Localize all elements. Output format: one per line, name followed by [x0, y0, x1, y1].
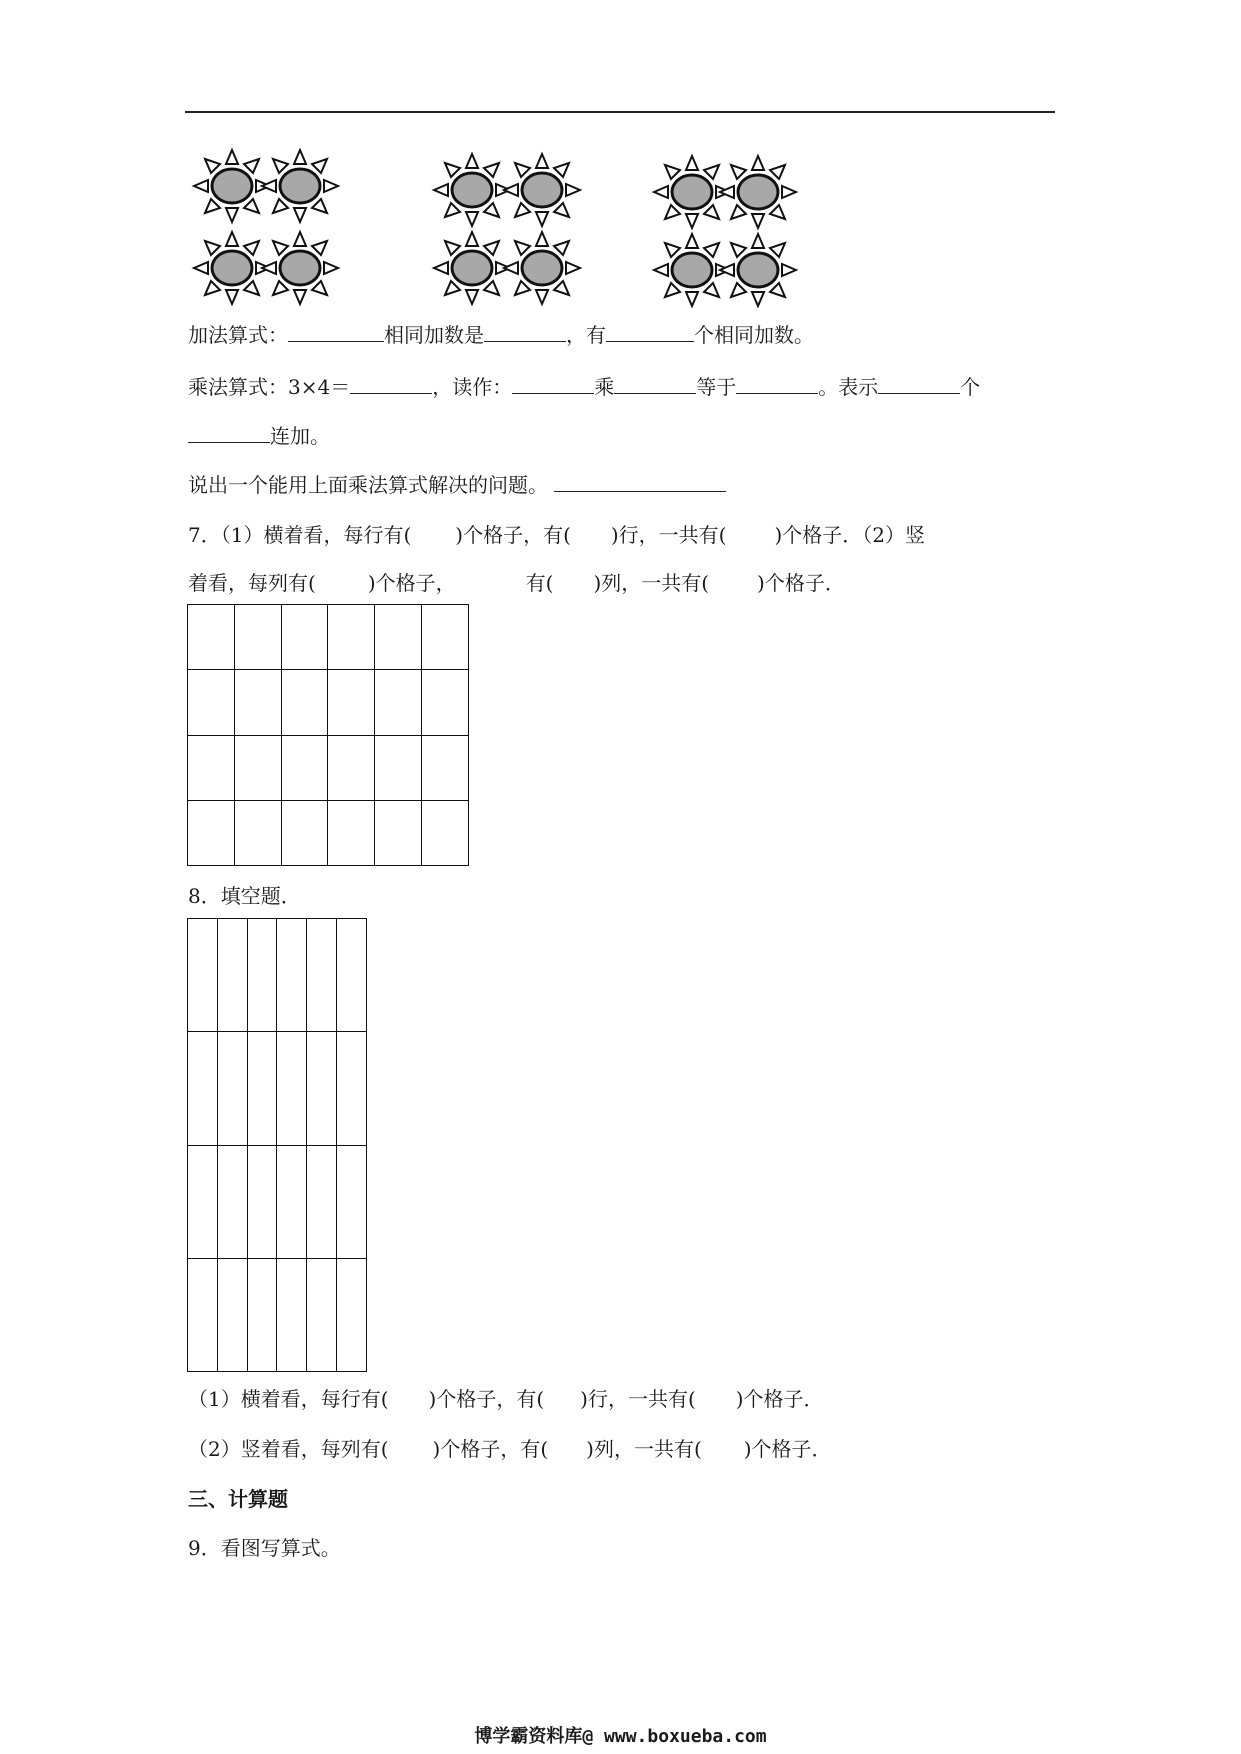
sun-illustration	[180, 148, 800, 308]
multiplication-label: 乘法算式：3×4＝	[188, 375, 351, 399]
read-factor2-blank[interactable]	[614, 375, 696, 394]
q8-title: 8．填空题．	[188, 884, 301, 908]
read-factor1-blank[interactable]	[512, 375, 594, 394]
sun-group-3	[654, 156, 796, 306]
sun-icon	[504, 232, 580, 304]
q7-grid	[187, 604, 469, 866]
sun-icon	[262, 150, 338, 222]
product-blank[interactable]	[350, 375, 432, 394]
read-product-blank[interactable]	[736, 375, 818, 394]
q9-title: 9．看图写算式。	[188, 1536, 341, 1560]
addend-count-blank[interactable]	[606, 323, 694, 342]
repeat-count-blank[interactable]	[878, 375, 960, 394]
sun-icon	[434, 232, 510, 304]
q7-line2: 着看，每列有( )个格子， 有( )列，一共有( )个格子．	[188, 571, 845, 595]
word-problem-line	[188, 472, 726, 498]
same-addend-blank[interactable]	[484, 323, 566, 342]
addend-value-blank[interactable]	[188, 424, 270, 443]
sun-group-2	[434, 154, 580, 304]
q7-line1: 7．（1）横着看，每行有( )个格子，有( )行，一共有( )个格子．（2）竖	[188, 523, 926, 547]
sun-icon	[194, 232, 270, 304]
multiplication-line: 乘法算式：3×4＝ ，读作： 乘 等于 。表示 个	[188, 375, 981, 399]
q8-sub1: （1）横着看，每行有( )个格子，有( )行，一共有( )个格子．	[188, 1387, 824, 1411]
sun-icon	[194, 150, 270, 222]
word-problem-blank[interactable]	[554, 473, 726, 492]
sun-icon	[262, 232, 338, 304]
sun-group-1	[194, 150, 338, 304]
addition-line: 加法算式： 相同加数是 ，有 个相同加数。	[188, 323, 814, 347]
footer-watermark: 博学霸资料库@ www.boxueba.com	[474, 1726, 767, 1747]
sun-icon	[504, 154, 580, 226]
word-problem-prompt: 说出一个能用上面乘法算式解决的问题。	[188, 473, 548, 497]
header-rule	[185, 111, 1055, 113]
addition-label: 加法算式：	[188, 323, 288, 347]
section-heading: 三、计算题	[188, 1487, 288, 1511]
multiplication-line-cont: 连加。	[188, 423, 330, 449]
q8-grid	[187, 918, 367, 1372]
sun-icon	[720, 234, 796, 306]
sun-icon	[720, 156, 796, 228]
addition-blank[interactable]	[288, 323, 384, 342]
q8-sub2: （2）竖着看，每列有( )个格子，有( )列，一共有( )个格子．	[188, 1437, 832, 1461]
sun-icon	[434, 154, 510, 226]
